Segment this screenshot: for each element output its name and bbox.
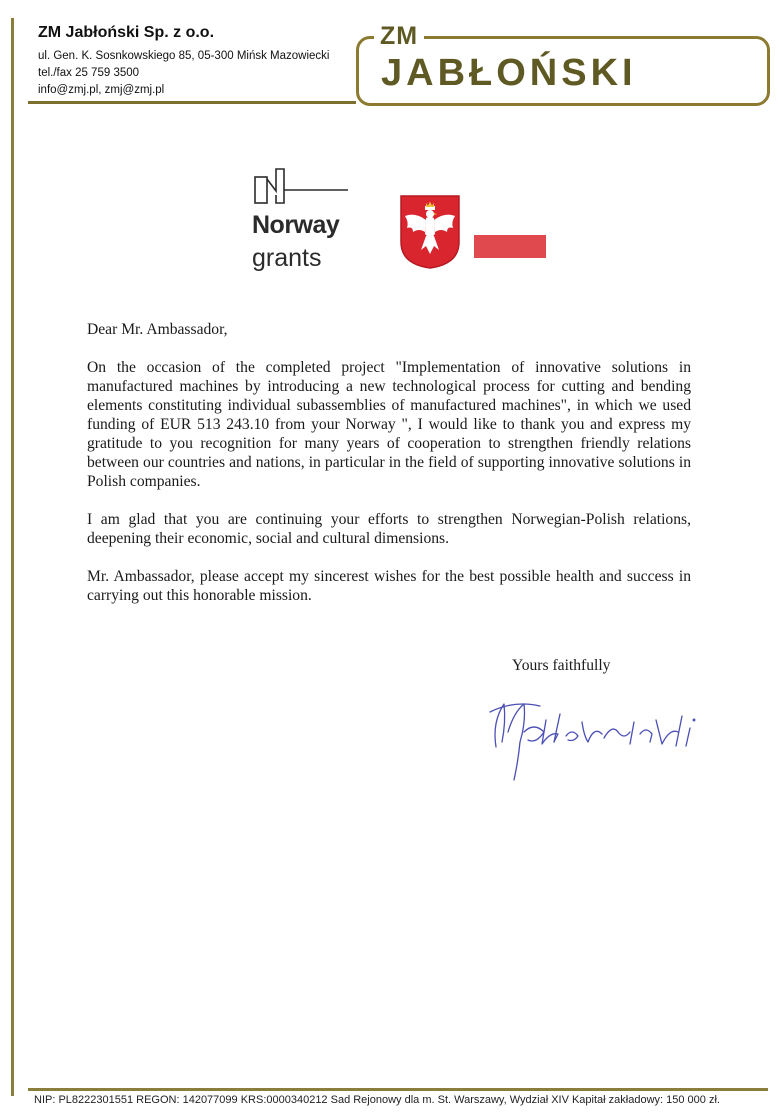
norway-grants-icon xyxy=(254,165,349,205)
footer-divider xyxy=(28,1088,768,1091)
letter-closing: Yours faithfully xyxy=(512,657,611,674)
company-letterhead xyxy=(38,24,329,99)
company-address: ul. Gen. K. Sosnkowskiego 85, 05-300 Mińsk Mazowiecki xyxy=(38,50,330,62)
norway-grants-word-grants: grants xyxy=(252,244,322,272)
letter-paragraph: On the occasion of the completed project "Implementation of innovative solutions in manufactured machines by introducing a new technological process for cutting and bending elements constituting individual subassemblies of manufactured machines", in which we used funding of EUR 513 243.10 from your Norway ", I would like to thank you and express my gratitude to you recognition for many years of cooperation to strengthen friendly relations between our countries and nations, in particular in the field of supporting innovative solutions in Polish companies. xyxy=(87,359,691,490)
polish-flag-bar xyxy=(474,235,546,258)
handwritten-signature xyxy=(484,692,744,787)
letter-paragraph: Mr. Ambassador, please accept my sincerest wishes for the best possible health and success in carrying out this honorable mission. xyxy=(87,568,691,604)
polish-eagle-emblem-icon xyxy=(399,194,461,270)
company-phone: tel./fax 25 759 3500 xyxy=(38,67,140,79)
norway-grants-word-norway: Norway xyxy=(252,211,340,239)
footer-company-registration: NIP: PL8222301551 REGON: 142077099 KRS:0000340212 Sad Rejonowy dla m. St. Warszawy, Wydział XIV Kapitał zakładowy: 150 000 zł. xyxy=(34,1094,720,1106)
letter-greeting: Dear Mr. Ambassador, xyxy=(87,321,228,338)
company-email: info@zmj.pl, zmj@zmj.pl xyxy=(38,84,165,96)
company-name: ZM Jabłoński Sp. z o.o. xyxy=(38,24,215,41)
left-margin-rule xyxy=(11,18,14,1096)
company-logo-prefix: ZM xyxy=(374,22,424,50)
header-divider xyxy=(28,101,356,104)
letter-body xyxy=(87,320,691,624)
letter-paragraph: I am glad that you are continuing your efforts to strengthen Norwegian-Polish relations, deepening their economic, social and cultural dimensions. xyxy=(87,511,691,547)
company-logo-name: JABŁOŃSKI xyxy=(381,52,637,94)
